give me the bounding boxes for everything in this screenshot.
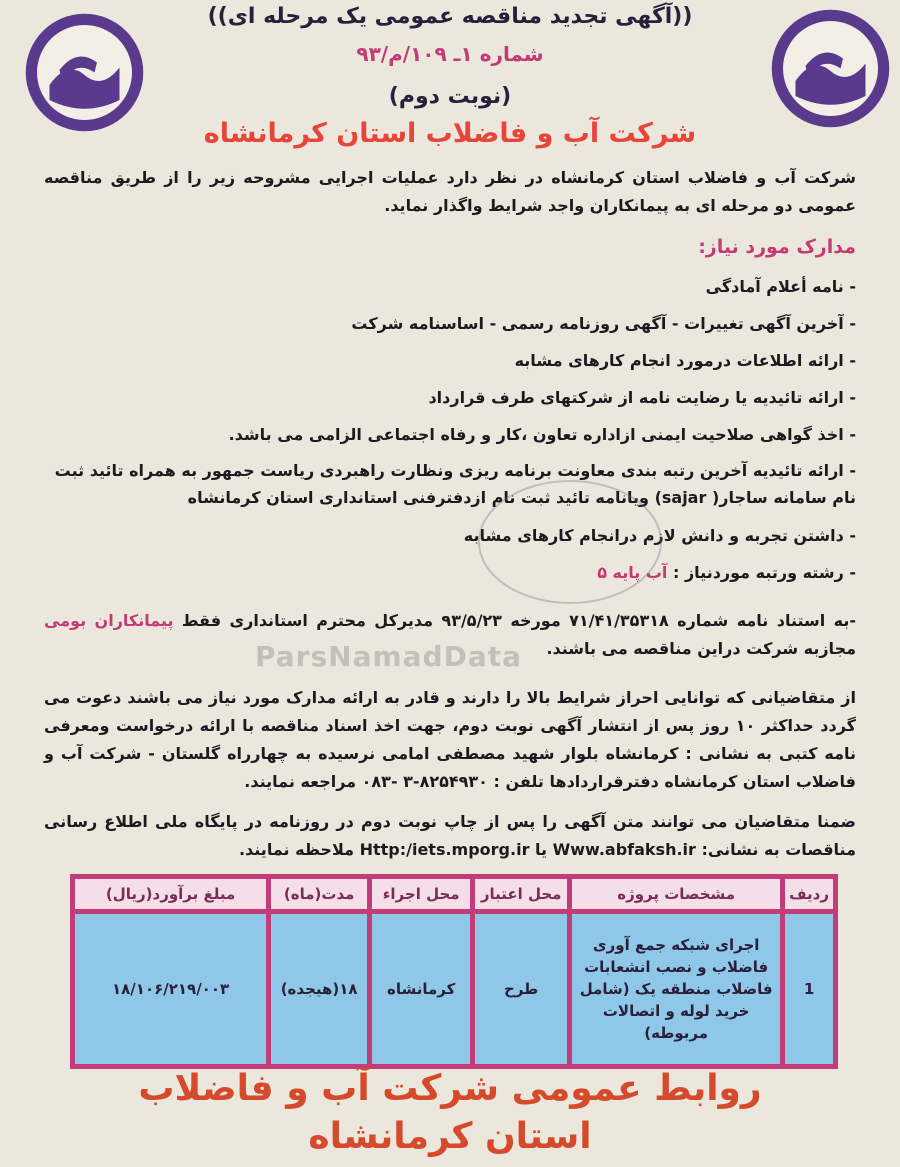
col-header-duration: مدت(ماه) bbox=[271, 879, 367, 909]
publication-round: (نوبت دوم) bbox=[388, 84, 512, 109]
list-item: - ارائه تائیدیه آخرین رتبه بندی معاونت برنامه ریزی ونظارت راهبردی ریاست جمهور به همراه تائید ثبت نام سامانه ساجار( sajar) ویانامه تائید ثبت نام ازدفترفنی استانداری استان کرمانشاه bbox=[54, 461, 856, 507]
cell-credit: طرح bbox=[475, 914, 567, 1064]
ad-title: ((آگهی تجدید مناقصه عمومی یک مرحله ای)) bbox=[207, 4, 693, 29]
watermark: ParsNamadData bbox=[255, 640, 522, 673]
intro-paragraph: شرکت آب و فاضلاب استان کرمانشاه در نظر دارد عملیات اجرایی مشروحه زیر را از طریق مناقصه عمومی دو مرحله ای به پیمانکاران واجد شرایط واگذار نماید. bbox=[44, 168, 856, 215]
footer-line-2: استان کرمانشاه bbox=[308, 1116, 592, 1157]
cell-estimate: ۱۸/۱۰۶/۲۱۹/۰۰۳ bbox=[75, 914, 266, 1064]
list-item bbox=[44, 554, 856, 591]
list-item: - داشتن تجربه و دانش لازم درانجام کارهای مشابه bbox=[463, 526, 856, 545]
grade-label: - رشته ورتبه موردنیاز : bbox=[667, 563, 856, 582]
company-name: شرکت آب و فاضلاب استان کرمانشاه bbox=[203, 118, 697, 149]
cell-location: کرمانشاه bbox=[372, 914, 470, 1064]
required-documents-heading: مدارک مورد نیاز: bbox=[698, 236, 856, 258]
table-row bbox=[75, 914, 833, 1064]
cell-row: 1 bbox=[785, 914, 833, 1064]
tender-table bbox=[70, 874, 838, 1069]
list-item: - ارائه تائیدیه یا رضایت نامه از شرکتهای طرف قرارداد bbox=[428, 388, 856, 407]
table-header-row bbox=[75, 879, 833, 909]
local-contractor-notice bbox=[44, 607, 856, 663]
col-header-spec: مشخصات پروژه bbox=[572, 879, 780, 909]
col-header-row: ردیف bbox=[785, 879, 833, 909]
water-company-logo-icon bbox=[22, 10, 147, 135]
grade-value: آب پایه ۵ bbox=[597, 563, 668, 582]
list-item: - آخرین آگهی تغییرات - آگهی روزنامه رسمی - اساسنامه شرکت bbox=[351, 314, 856, 333]
application-instructions: از متقاضیانی که توانایی احراز شرایط بالا را دارند و قادر به ارائه مدارک مورد نیاز می باشند دعوت می گردد حداکثر ۱۰ روز پس از انتشار آگهی نوبت دوم، جهت اخذ اسناد مناقصه با ارائه درخواست ومعرفی نامه کتبی به نشانی : کرمانشاه بلوار شهید مصطفی امامی نرسیده به چهارراه گلستان - شرکت آب و فاضلاب استان کرمانشاه دفترقراردادها تلفن : ۸۲۵۴۹۳۰-۳ -۰۸۳ مراجعه نمایند. bbox=[44, 688, 856, 791]
list-item: - اخذ گواهی صلاحیت ایمنی ازاداره تعاون ،کار و رفاه اجتماعی الزامی می باشد. bbox=[228, 425, 856, 444]
permit-suffix: مجازبه شرکت دراین مناقصه می باشند. bbox=[546, 639, 856, 658]
required-documents-list bbox=[44, 268, 856, 591]
col-header-credit: محل اعتبار bbox=[475, 879, 567, 909]
registration-stamp bbox=[478, 480, 662, 604]
footer-line-1: روابط عمومی شرکت آب و فاضلاب bbox=[138, 1068, 762, 1109]
list-item: - نامه أعلام آمادگی bbox=[705, 277, 856, 296]
tender-number: شماره ۱ـ ۱۰۹/م/۹۳ bbox=[356, 42, 544, 66]
col-header-estimate: مبلغ برآورد(ریال) bbox=[75, 879, 266, 909]
col-header-location: محل اجراء bbox=[372, 879, 470, 909]
permit-highlight: پیمانکاران بومی bbox=[44, 611, 174, 630]
online-notice: ضمنا متقاضیان می توانند متن آگهی را پس از چاپ نوبت دوم در روزنامه در پایگاه ملی اطلاع رسانی مناقصات به نشانی: Www.abfaksh.ir یا Http:/iets.mporg.ir ملاحظه نمایند. bbox=[44, 812, 856, 859]
water-company-logo-icon bbox=[768, 6, 893, 131]
cell-duration: ۱۸(هیجده) bbox=[271, 914, 367, 1064]
list-item: - ارائه اطلاعات درمورد انجام کارهای مشابه bbox=[514, 351, 856, 370]
cell-spec: اجرای شبکه جمع آوری فاضلاب و نصب انشعابات فاضلاب منطقه یک (شامل خرید لوله و اتصالات مربوطه) bbox=[572, 914, 780, 1064]
permit-text: -به استناد نامه شماره ۷۱/۴۱/۳۵۳۱۸ مورخه ۹۳/۵/۲۳ مدیرکل محترم استانداری فقط bbox=[173, 611, 856, 630]
